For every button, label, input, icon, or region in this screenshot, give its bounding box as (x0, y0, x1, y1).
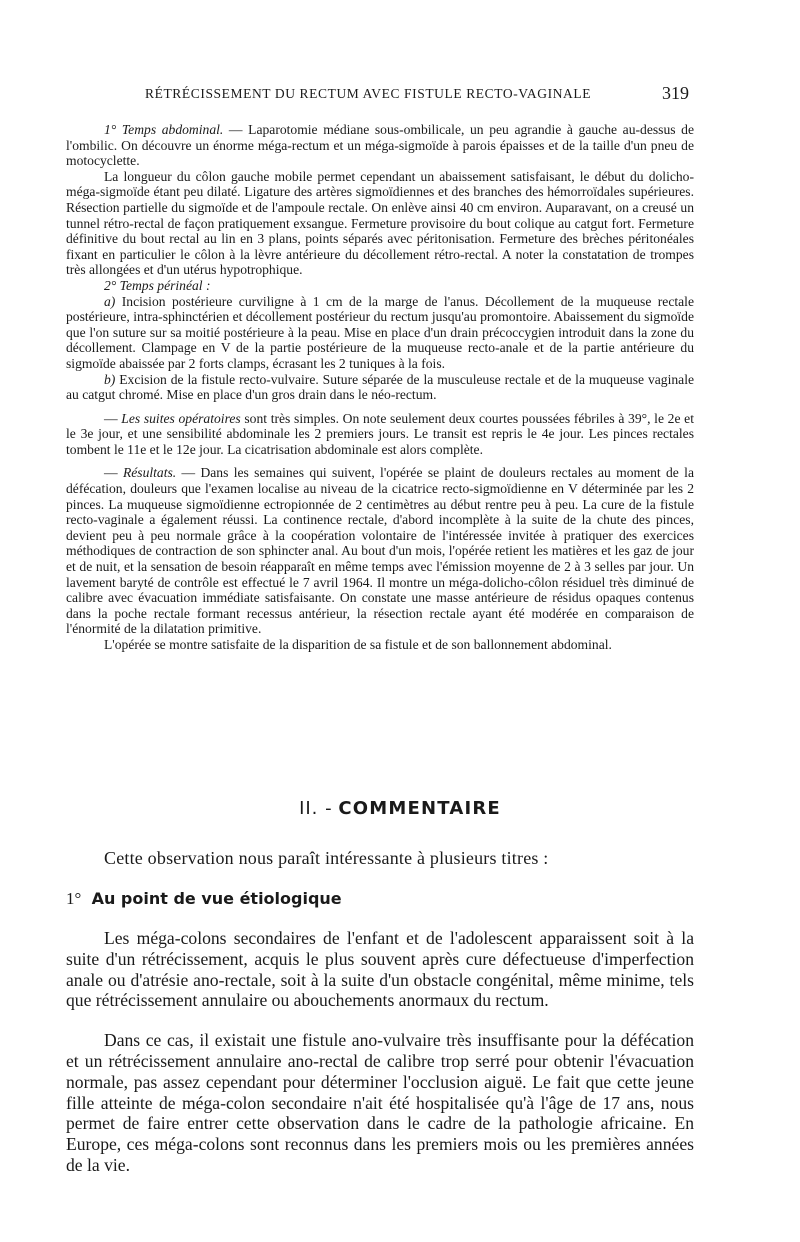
paragraph-step-a (66, 294, 694, 372)
paragraph-conclusion: L'opérée se montre satisfaite de la disparition de sa fistule et de son ballonnement abdominal. (104, 637, 612, 652)
subsection-number: 1° (66, 889, 82, 908)
running-title: RÉTRÉCISSEMENT DU RECTUM AVEC FISTULE RECTO-VAGINALE (145, 86, 592, 101)
section-title: COMMENTAIRE (338, 798, 501, 819)
section-heading (0, 798, 800, 819)
paragraph-resultats (66, 465, 694, 637)
section-number: II. - (299, 798, 333, 819)
dash: — (104, 465, 123, 481)
step-label: 2° Temps périnéal : (104, 277, 211, 293)
step-label: 1° Temps abdominal. (104, 122, 224, 137)
subsection-title: Au point de vue étiologique (91, 889, 342, 908)
paragraph-megacolons: Les méga-colons secondaires de l'enfant et de l'adolescent apparaissent soit à la suite d'un rétrécissement, acquis le plus souvent après cure défectueuse d'imperfection anale ou d'atrésie ano-rectale, soit à la suite d'un obstacle congénital, même minime, tels que rétrécissement annulaire ou abouchements anormaux du rectum. (66, 928, 694, 1011)
paragraph-colon: La longueur du côlon gauche mobile permet cependant un abaissement satisfaisant, le début du dolicho-méga-sigmoïde étant peu dilaté. Ligature des artères sigmoïdiennes et des branches des hémorroïdales supérieures. Résection partielle du sigmoïde et de l'ampoule rectale. On enlève ainsi 40 cm environ. Auparavant, on a creusé un tunnel rétro-rectal de façon pratiquement exsangue. Fermeture provisoire du bout colique au catgut fort. Fermeture définitive du bout rectal au lin en 3 plans, points séparés avec péritonisation. Fermeture des brèches péritonéales fixant en particulier le côlon à la lèvre antérieure du décollement rétro-rectal. A noter la constatation de trompes très allongées et d'un utérus hypotrophique. (66, 168, 694, 278)
paragraph-dans-ce-cas: Dans ce cas, il existait une fistule ano-vulvaire très insuffisante pour la défécation et un rétrécissement annulaire ano-rectal de calibre trop serré pour obtenir l'évacuation normale, pas assez cependant pour déterminer l'occlusion aiguë. Le fait que cette jeune fille atteinte de méga-colon secondaire n'ait été hospitalisée qu'à l'âge de 17 ans, nous permet de faire entrer cette observation dans le cadre de la pathologie africaine. En Europe, ces méga-colons sont reconnus dans les premiers mois ou les premières années de la vie. (66, 1030, 694, 1175)
observation-text (66, 122, 694, 653)
paragraph-body: Excision de la fistule recto-vulvaire. Suture séparée de la musculeuse rectale et de la muqueuse vaginale au catgut chromé. Mise en place d'un gros drain dans le néo-rectum. (66, 371, 694, 403)
paragraph-step-b (66, 372, 694, 403)
commentary-text (66, 928, 694, 1176)
subsection-heading (66, 889, 342, 909)
page-number: 319 (662, 83, 689, 103)
item-label: b) (104, 371, 116, 387)
paragraph-body: — Laparotomie médiane sous-ombilicale, un peu agrandie à gauche au-dessus de l'ombilic. On découvre un énorme méga-rectum et un méga-sigmoïde à parois épaisses et de la taille d'un pneu de motocyclette. (66, 122, 694, 169)
paragraph-body: sont très simples. On note seulement deux courtes poussées fébriles à 39°, le 2e et le 3e jour, et une sensibilité abdominale les 2 premiers jours. Le transit est repris le 4e jour. Les pinces rectales tombent le 11e et le 12e jour. La cicatrisation abdominale est alors complète. (66, 410, 694, 457)
paragraph-suites (66, 411, 694, 458)
commentary-intro: Cette observation nous paraît intéressante à plusieurs titres : (104, 848, 549, 868)
paragraph-body: — Dans les semaines qui suivent, l'opérée se plaint de douleurs rectales au moment de la défécation, douleurs que l'examen localise au niveau de la cicatrice recto-sigmoïdienne en V déterminée par les 2 pinces. La muqueuse sigmoïdienne ectropionnée de 2 centimètres au début rentre peu à peu. La cure de la fistule recto-vaginale a également réussi. La continence rectale, d'abord incomplète à la suite de la chute des pinces, devient peu à peu normale grâce à la coopération volontaire de l'intéressée invitée à pratiquer des exercices méthodiques de contraction de son sphincter anal. Au bout d'un mois, l'opérée retient les matières et les gaz de jour et de nuit, et la sensation de besoin réapparaît en même temps avec l'émission moyenne de 2 à 3 selles par jour. Un lavement baryté de contrôle est effectué le 7 avril 1964. Il montre un méga-dolicho-côlon résiduel très diminué de calibre avec évacuation immédiate satisfaisante. On constate une masse antérieure de résidus opaques contenus dans la poche rectale formant recessus antérieur, la résection rectale ayant été modérée en comparaison de l'énormité de la dilatation primitive. (66, 465, 694, 637)
section-label: Les suites opératoires (121, 410, 241, 426)
paragraph-body: Incision postérieure curviligne à 1 cm de la marge de l'anus. Décollement de la muqueuse rectale postérieure, intra-sphinctérien et décollement postérieur du rectum jusqu'au promontoire. Abaissement du sigmoïde que l'on suture sur sa moitié postérieure à la peau. Mise en place d'un drain précoccygien introduit dans la zone du décollement. Clampage en V de la partie postérieure de la muqueuse recto-anale et de la partie antérieure du sigmoïde abaissée par 2 forts clamps, écrasant les 2 tuniques à la fois. (66, 293, 694, 371)
paragraph-temps-perineal-label (66, 278, 694, 294)
section-label: Résultats. (122, 465, 177, 481)
paragraph-temps-abdominal (66, 122, 694, 169)
item-label: a) (104, 293, 116, 309)
dash: — (104, 410, 122, 426)
